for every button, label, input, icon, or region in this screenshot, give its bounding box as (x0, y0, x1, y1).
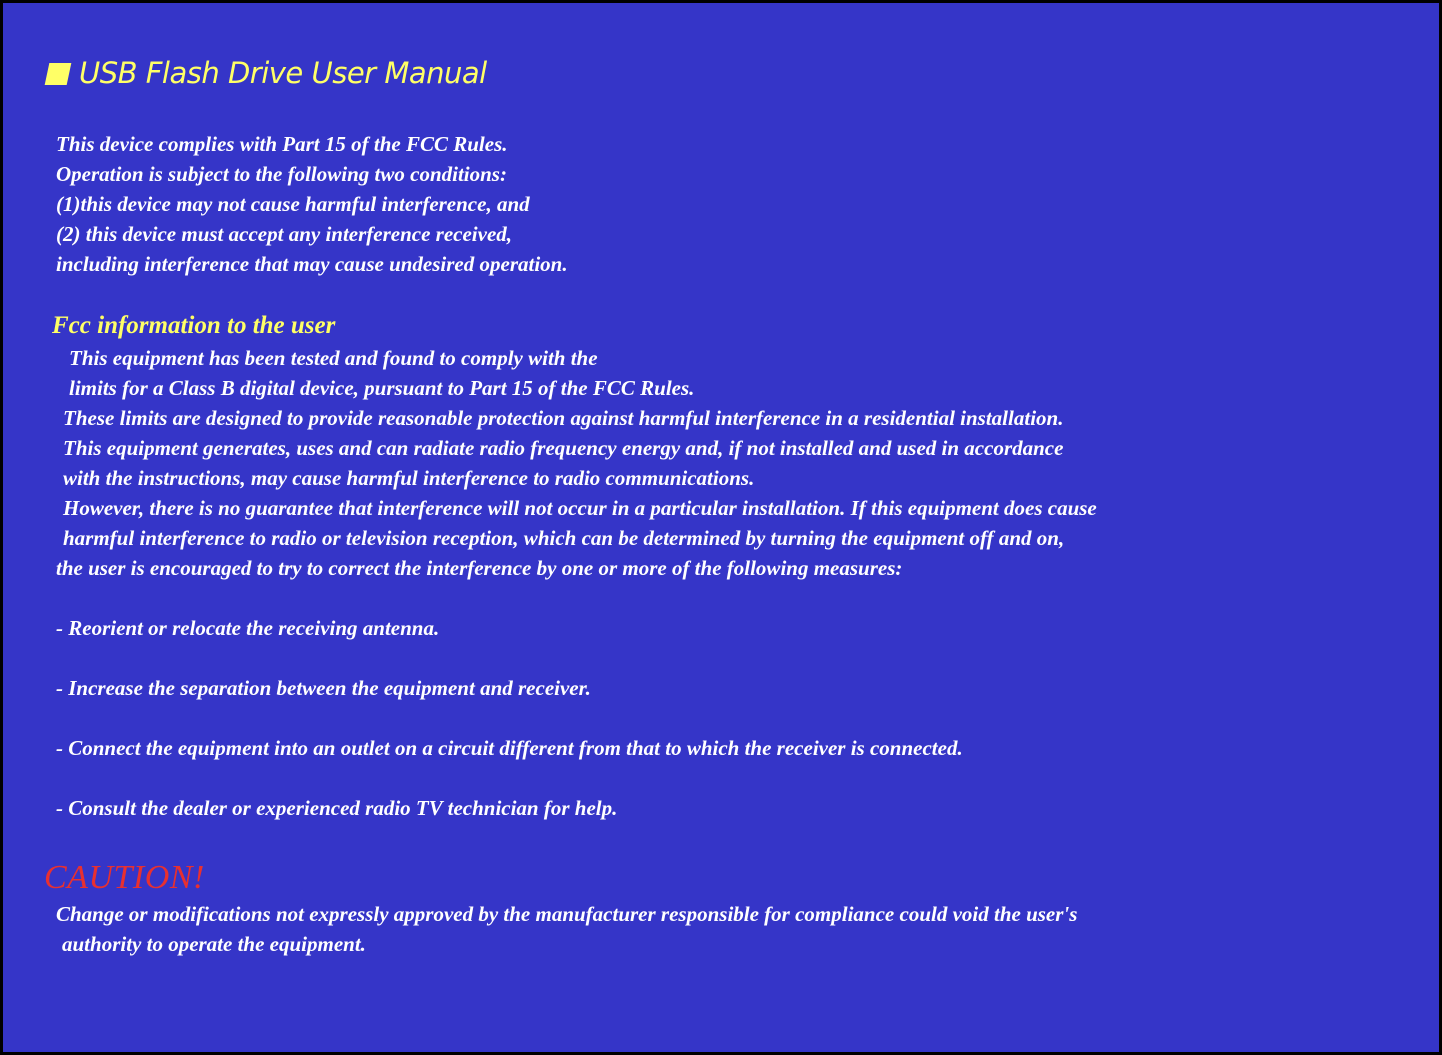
fcc-info-line: This equipment has been tested and found to comply with the (69, 346, 598, 370)
fcc-info-line: However, there is no guarantee that interference will not occur in a particular installation. If this equipment does cause (63, 496, 1097, 520)
manual-title (47, 53, 487, 93)
caution-line: Change or modifications not expressly approved by the manufacturer responsible for compliance could void the user's (56, 902, 1078, 926)
caution-heading: CAUTION! (44, 859, 205, 896)
compliance-line: Operation is subject to the following two conditions: (56, 162, 507, 186)
fcc-info-heading: Fcc information to the user (52, 312, 336, 339)
fcc-info-line: with the instructions, may cause harmful interference to radio communications. (63, 466, 755, 490)
compliance-line: including interference that may cause undesired operation. (56, 252, 568, 276)
measure-item: - Connect the equipment into an outlet on a circuit different from that to which the receiver is connected. (56, 736, 963, 760)
fcc-info-line: This equipment generates, uses and can radiate radio frequency energy and, if not installed and used in accordance (63, 436, 1064, 460)
fcc-info-line: harmful interference to radio or television reception, which can be determined by turning the equipment off and on, (63, 526, 1065, 550)
measure-item: - Increase the separation between the equipment and receiver. (56, 676, 591, 700)
manual-title-text: USB Flash Drive User Manual (79, 56, 487, 90)
compliance-line: (1)this device may not cause harmful interference, and (56, 192, 530, 216)
measure-item: - Consult the dealer or experienced radio TV technician for help. (56, 796, 618, 820)
compliance-line: This device complies with Part 15 of the FCC Rules. (56, 132, 508, 156)
square-bullet-icon (45, 63, 72, 85)
compliance-line: (2) this device must accept any interference received, (56, 222, 513, 246)
caution-line: authority to operate the equipment. (62, 932, 366, 956)
fcc-info-line: limits for a Class B digital device, pursuant to Part 15 of the FCC Rules. (69, 376, 695, 400)
measure-item: - Reorient or relocate the receiving antenna. (56, 616, 440, 640)
fcc-info-line: These limits are designed to provide reasonable protection against harmful interference in a residential installation. (63, 406, 1064, 430)
fcc-info-line: the user is encouraged to try to correct the interference by one or more of the following measures: (56, 556, 903, 580)
